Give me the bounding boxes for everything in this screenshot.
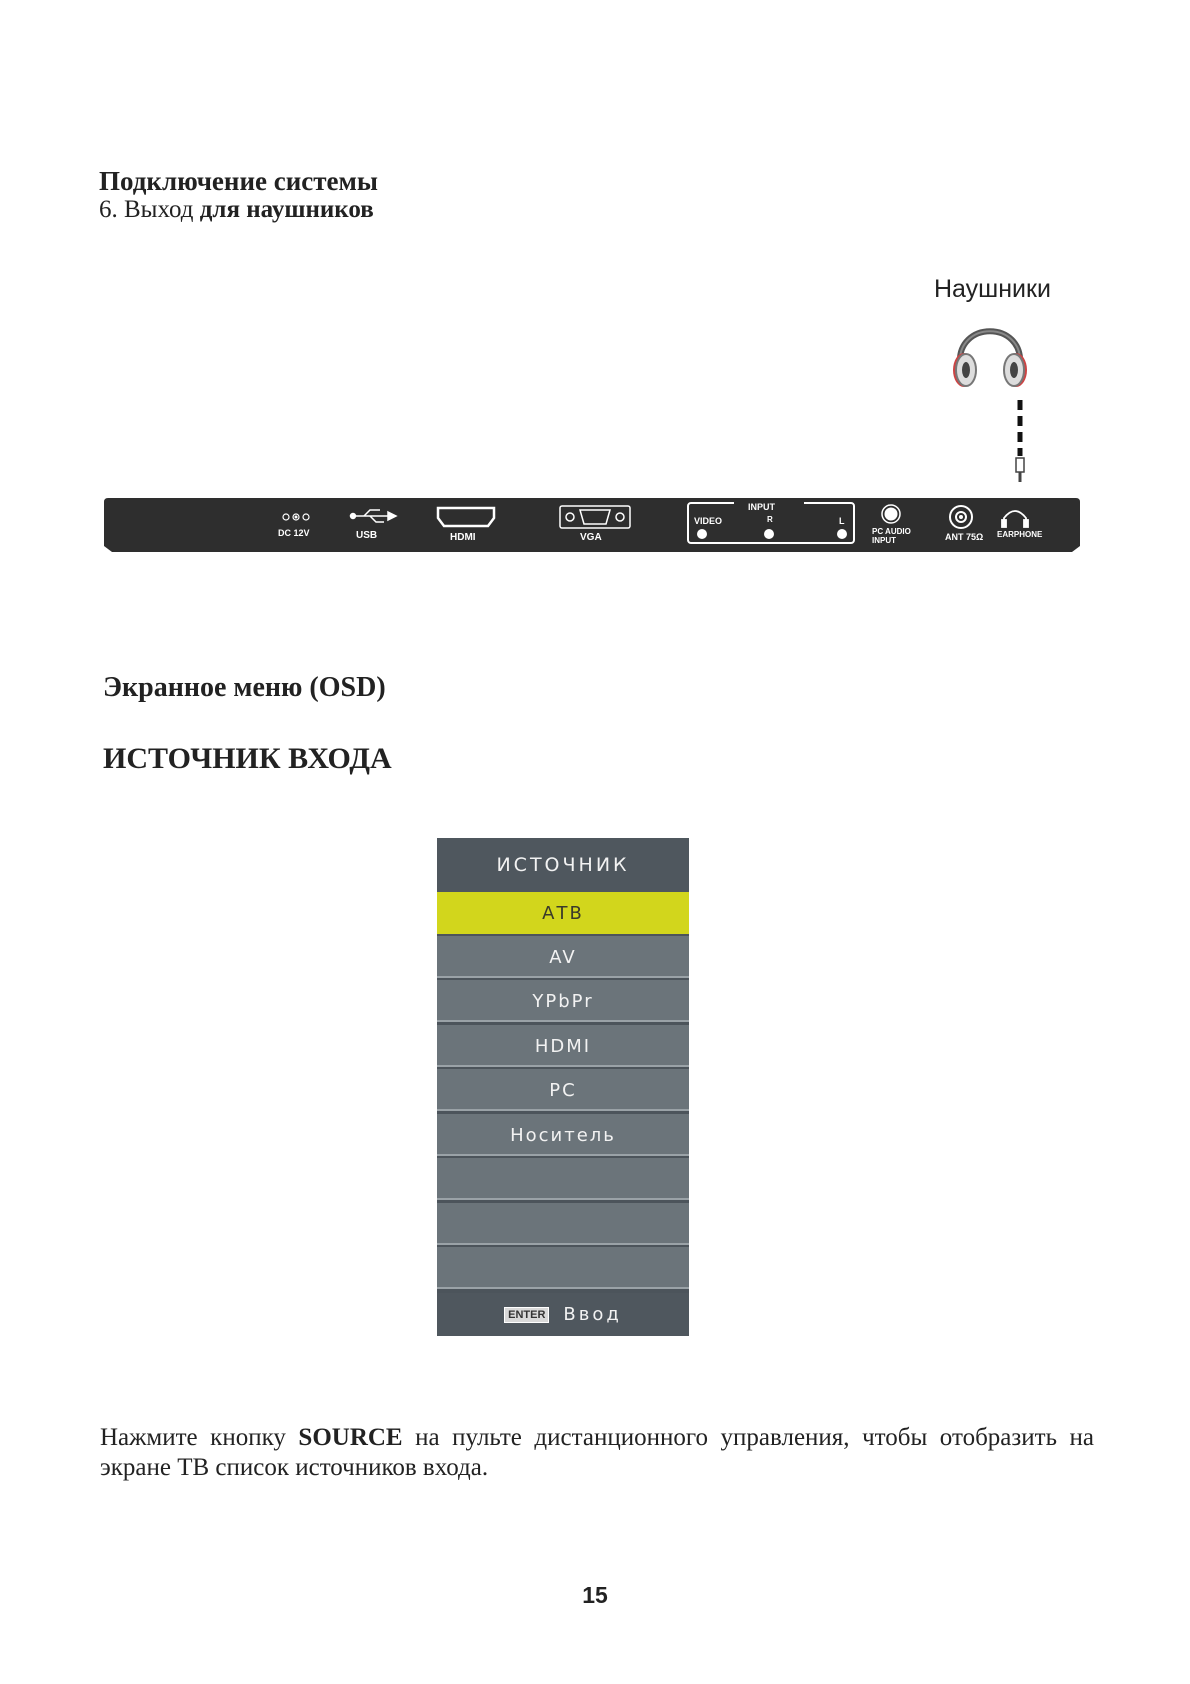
enter-key-icon: ENTER <box>504 1307 549 1323</box>
subtitle-bold: для наушников <box>199 196 374 223</box>
source-item-hdmi[interactable]: HDMI <box>437 1025 689 1067</box>
source-item-empty-2 <box>437 1203 689 1245</box>
page-number: 15 <box>582 1582 608 1608</box>
headphones-icon <box>950 310 1030 400</box>
dc-label: DC 12V <box>278 528 310 538</box>
earphone-label: EARPHONE <box>997 530 1043 539</box>
instr-post: на пульте дистанционного управления, чтобы отобразить на экране ТВ список источников входа. <box>100 1424 1094 1481</box>
source-item-av[interactable]: AV <box>437 936 689 978</box>
vga-label: VGA <box>580 532 602 543</box>
pc-audio-input-label: INPUT <box>872 536 896 545</box>
l-label: L <box>839 516 845 526</box>
instr-pre: Нажмите кнопку <box>100 1424 299 1451</box>
tv-rear-panel <box>104 498 1080 552</box>
headphones-label: Наушники <box>934 275 1051 303</box>
source-item-empty-3 <box>437 1247 689 1289</box>
source-item-pc[interactable]: PC <box>437 1069 689 1111</box>
ant-label: ANT 75Ω <box>945 532 984 542</box>
source-key-name: SOURCE <box>298 1424 403 1451</box>
source-menu-footer <box>437 1293 689 1336</box>
enter-hint-label: Ввод <box>563 1304 622 1325</box>
input-source-title: ИСТОЧНИК ВХОДА <box>103 742 392 775</box>
r-label: R <box>767 515 773 524</box>
source-instructions <box>100 1423 1094 1483</box>
usb-label: USB <box>356 530 378 541</box>
headphone-cable-icon <box>1012 400 1028 482</box>
audio-l-jack-icon <box>837 529 847 539</box>
osd-section-title: Экранное меню (OSD) <box>103 672 386 703</box>
source-item-ypbpr[interactable]: YPbPr <box>437 980 689 1022</box>
pc-audio-jack-icon <box>882 505 900 523</box>
section-subtitle-headphone-output <box>99 196 374 224</box>
video-label: VIDEO <box>694 516 723 526</box>
subtitle-prefix: 6. Выход <box>99 196 200 223</box>
pc-audio-label: PC AUDIO <box>872 527 911 536</box>
section-title-system-connection: Подключение системы <box>99 166 378 196</box>
input-label: INPUT <box>748 502 775 512</box>
source-item-atv[interactable]: АТВ <box>437 892 689 934</box>
hdmi-label: HDMI <box>450 532 476 543</box>
source-item-media[interactable]: Носитель <box>437 1114 689 1156</box>
source-menu <box>437 838 689 1336</box>
source-menu-header: ИСТОЧНИК <box>437 838 689 892</box>
source-item-empty-1 <box>437 1158 689 1200</box>
video-jack-icon <box>697 529 707 539</box>
audio-r-jack-icon <box>764 529 774 539</box>
